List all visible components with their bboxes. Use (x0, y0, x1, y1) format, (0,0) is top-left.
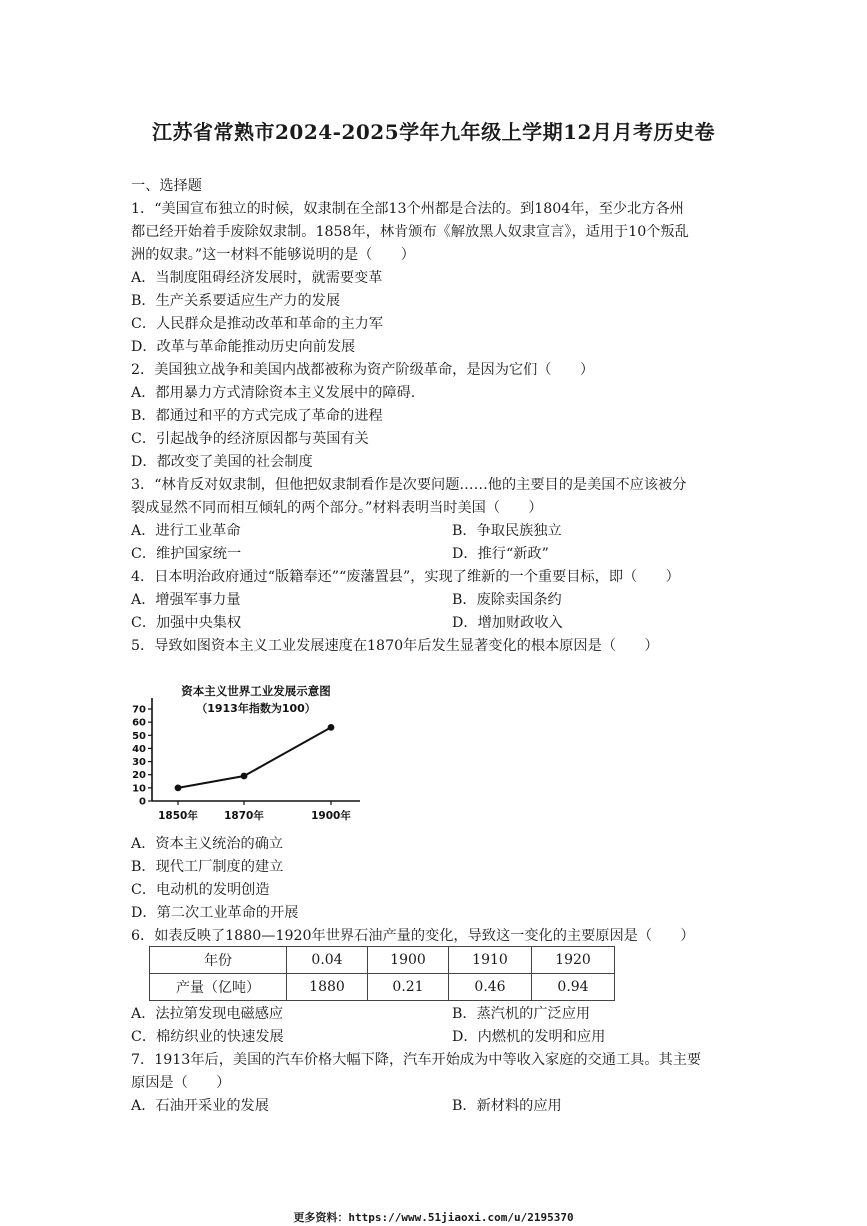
q1-stem-line-2: 都已经开始着手废除奴隶制。1858年，林肯颁布《解放黑人奴隶宣言》，适用于10个叛乱 (131, 224, 689, 240)
q4-option-b: B．废除卖国条约 (452, 592, 562, 608)
footer-link[interactable]: 更多资料：https://www.51jiaoxi.com/u/2195370 (293, 1211, 574, 1224)
q2-option-a: A．都用暴力方式清除资本主义发展中的障碍. (131, 385, 416, 401)
y-tick-label: 50 (132, 730, 146, 742)
series-line (178, 727, 331, 787)
q1-option-b: B．生产关系要适应生产力的发展 (131, 293, 341, 309)
q3-stem-line-1: 3．“林肯反对奴隶制，但他把奴隶制看作是次要问题……他的主要目的是美国不应该被分 (131, 477, 687, 493)
q6-option-c: C．棉纺织业的快速发展 (131, 1029, 284, 1045)
y-tick-label: 30 (132, 757, 146, 769)
x-tick-label: 1850年 (158, 810, 198, 822)
y-tick-label: 20 (132, 770, 146, 782)
table-cell: 0.21 (368, 974, 449, 1001)
q3-stem-line-2: 裂成显然不同而相互倾轧的两个部分。”材料表明当时美国（ ） (131, 500, 543, 516)
q5-option-c: C．电动机的发明创造 (131, 882, 270, 898)
q2-option-c: C．引起战争的经济原因都与英国有关 (131, 431, 369, 447)
table-cell: 0.04 (287, 947, 368, 974)
y-tick-label: 10 (132, 783, 146, 795)
data-point (241, 773, 248, 780)
q1-option-d: D．改革与革命能推动历史向前发展 (131, 339, 356, 355)
chart-subtitle: （1913年指数为100） (196, 702, 316, 715)
q6-option-b: B．蒸汽机的广泛应用 (452, 1006, 591, 1022)
q4-option-c: C．加强中央集权 (131, 615, 242, 631)
table-cell: 0.46 (449, 974, 532, 1001)
q4-option-a: A．增强军事力量 (131, 592, 241, 608)
y-tick-label: 60 (132, 717, 146, 729)
q6-option-a: A．法拉第发现电磁感应 (131, 1006, 284, 1022)
x-tick-label: 1870年 (224, 810, 264, 822)
q3-option-a: A．进行工业革命 (131, 523, 241, 539)
table-cell: 1920 (532, 947, 615, 974)
q3-option-b: B．争取民族独立 (452, 523, 562, 539)
q7-option-a: A．石油开采业的发展 (131, 1098, 269, 1114)
q5-option-d: D．第二次工业革命的开展 (131, 905, 299, 921)
q1-option-c: C．人民群众是推动改革和革命的主力军 (131, 316, 384, 332)
industry-line-chart (126, 680, 371, 830)
y-tick-label: 0 (139, 796, 146, 808)
q7-option-b: B．新材料的应用 (452, 1098, 562, 1114)
q5-option-a: A．资本主义统治的确立 (131, 836, 284, 852)
q3-option-d: D．推行“新政” (452, 546, 549, 562)
q4-stem: 4．日本明治政府通过“版籍奉还”“废藩置县”，实现了维新的一个重要目标，即（ ） (131, 569, 680, 585)
q5-option-b: B．现代工厂制度的建立 (131, 859, 284, 875)
q6-option-d: D．内燃机的发明和应用 (452, 1029, 606, 1045)
table-cell: 产量（亿吨） (150, 974, 287, 1001)
q2-option-d: D．都改变了美国的社会制度 (131, 454, 313, 470)
table-cell: 1910 (449, 947, 532, 974)
q5-stem: 5．导致如图资本主义工业发展速度在1870年后发生显著变化的根本原因是（ ） (131, 638, 659, 654)
q2-option-b: B．都通过和平的方式完成了革命的进程 (131, 408, 383, 424)
table-row (150, 947, 615, 974)
q2-stem: 2．美国独立战争和美国内战都被称为资产阶级革命，是因为它们（ ） (131, 362, 595, 378)
q6-stem: 6．如表反映了1880—1920年世界石油产量的变化，导致这一变化的主要原因是（ ） (131, 928, 695, 944)
section-heading: 一、选择题 (131, 178, 202, 194)
y-tick-label: 70 (132, 704, 146, 716)
q1-option-a: A．当制度阻碍经济发展时，就需要变革 (131, 270, 383, 286)
table-cell: 1880 (287, 974, 368, 1001)
q4-option-d: D．增加财政收入 (452, 615, 563, 631)
q3-option-c: C．维护国家统一 (131, 546, 242, 562)
q1-stem-line-1: 1．“美国宣布独立的时候，奴隶制在全部13个州都是合法的。到1804年，至少北方各州 (131, 201, 684, 217)
table-cell: 1900 (368, 947, 449, 974)
q7-stem-line-2: 原因是（ ） (131, 1075, 231, 1091)
table-cell: 年份 (150, 947, 287, 974)
q1-stem-line-3: 洲的奴隶。”这一材料不能够说明的是（ ） (131, 247, 415, 263)
table-cell: 0.94 (532, 974, 615, 1001)
data-point (175, 784, 182, 791)
x-tick-label: 1900年 (311, 810, 351, 822)
data-point (328, 724, 335, 731)
table-row (150, 974, 615, 1001)
page-title: 江苏省常熟市2024-2025学年九年级上学期12月月考历史卷 (152, 120, 715, 144)
oil-output-table (149, 946, 615, 1001)
q7-stem-line-1: 7．1913年后，美国的汽车价格大幅下降，汽车开始成为中等收入家庭的交通工具。其主要 (131, 1052, 702, 1068)
y-tick-label: 40 (132, 743, 146, 755)
chart-title: 资本主义世界工业发展示意图 (181, 684, 331, 698)
